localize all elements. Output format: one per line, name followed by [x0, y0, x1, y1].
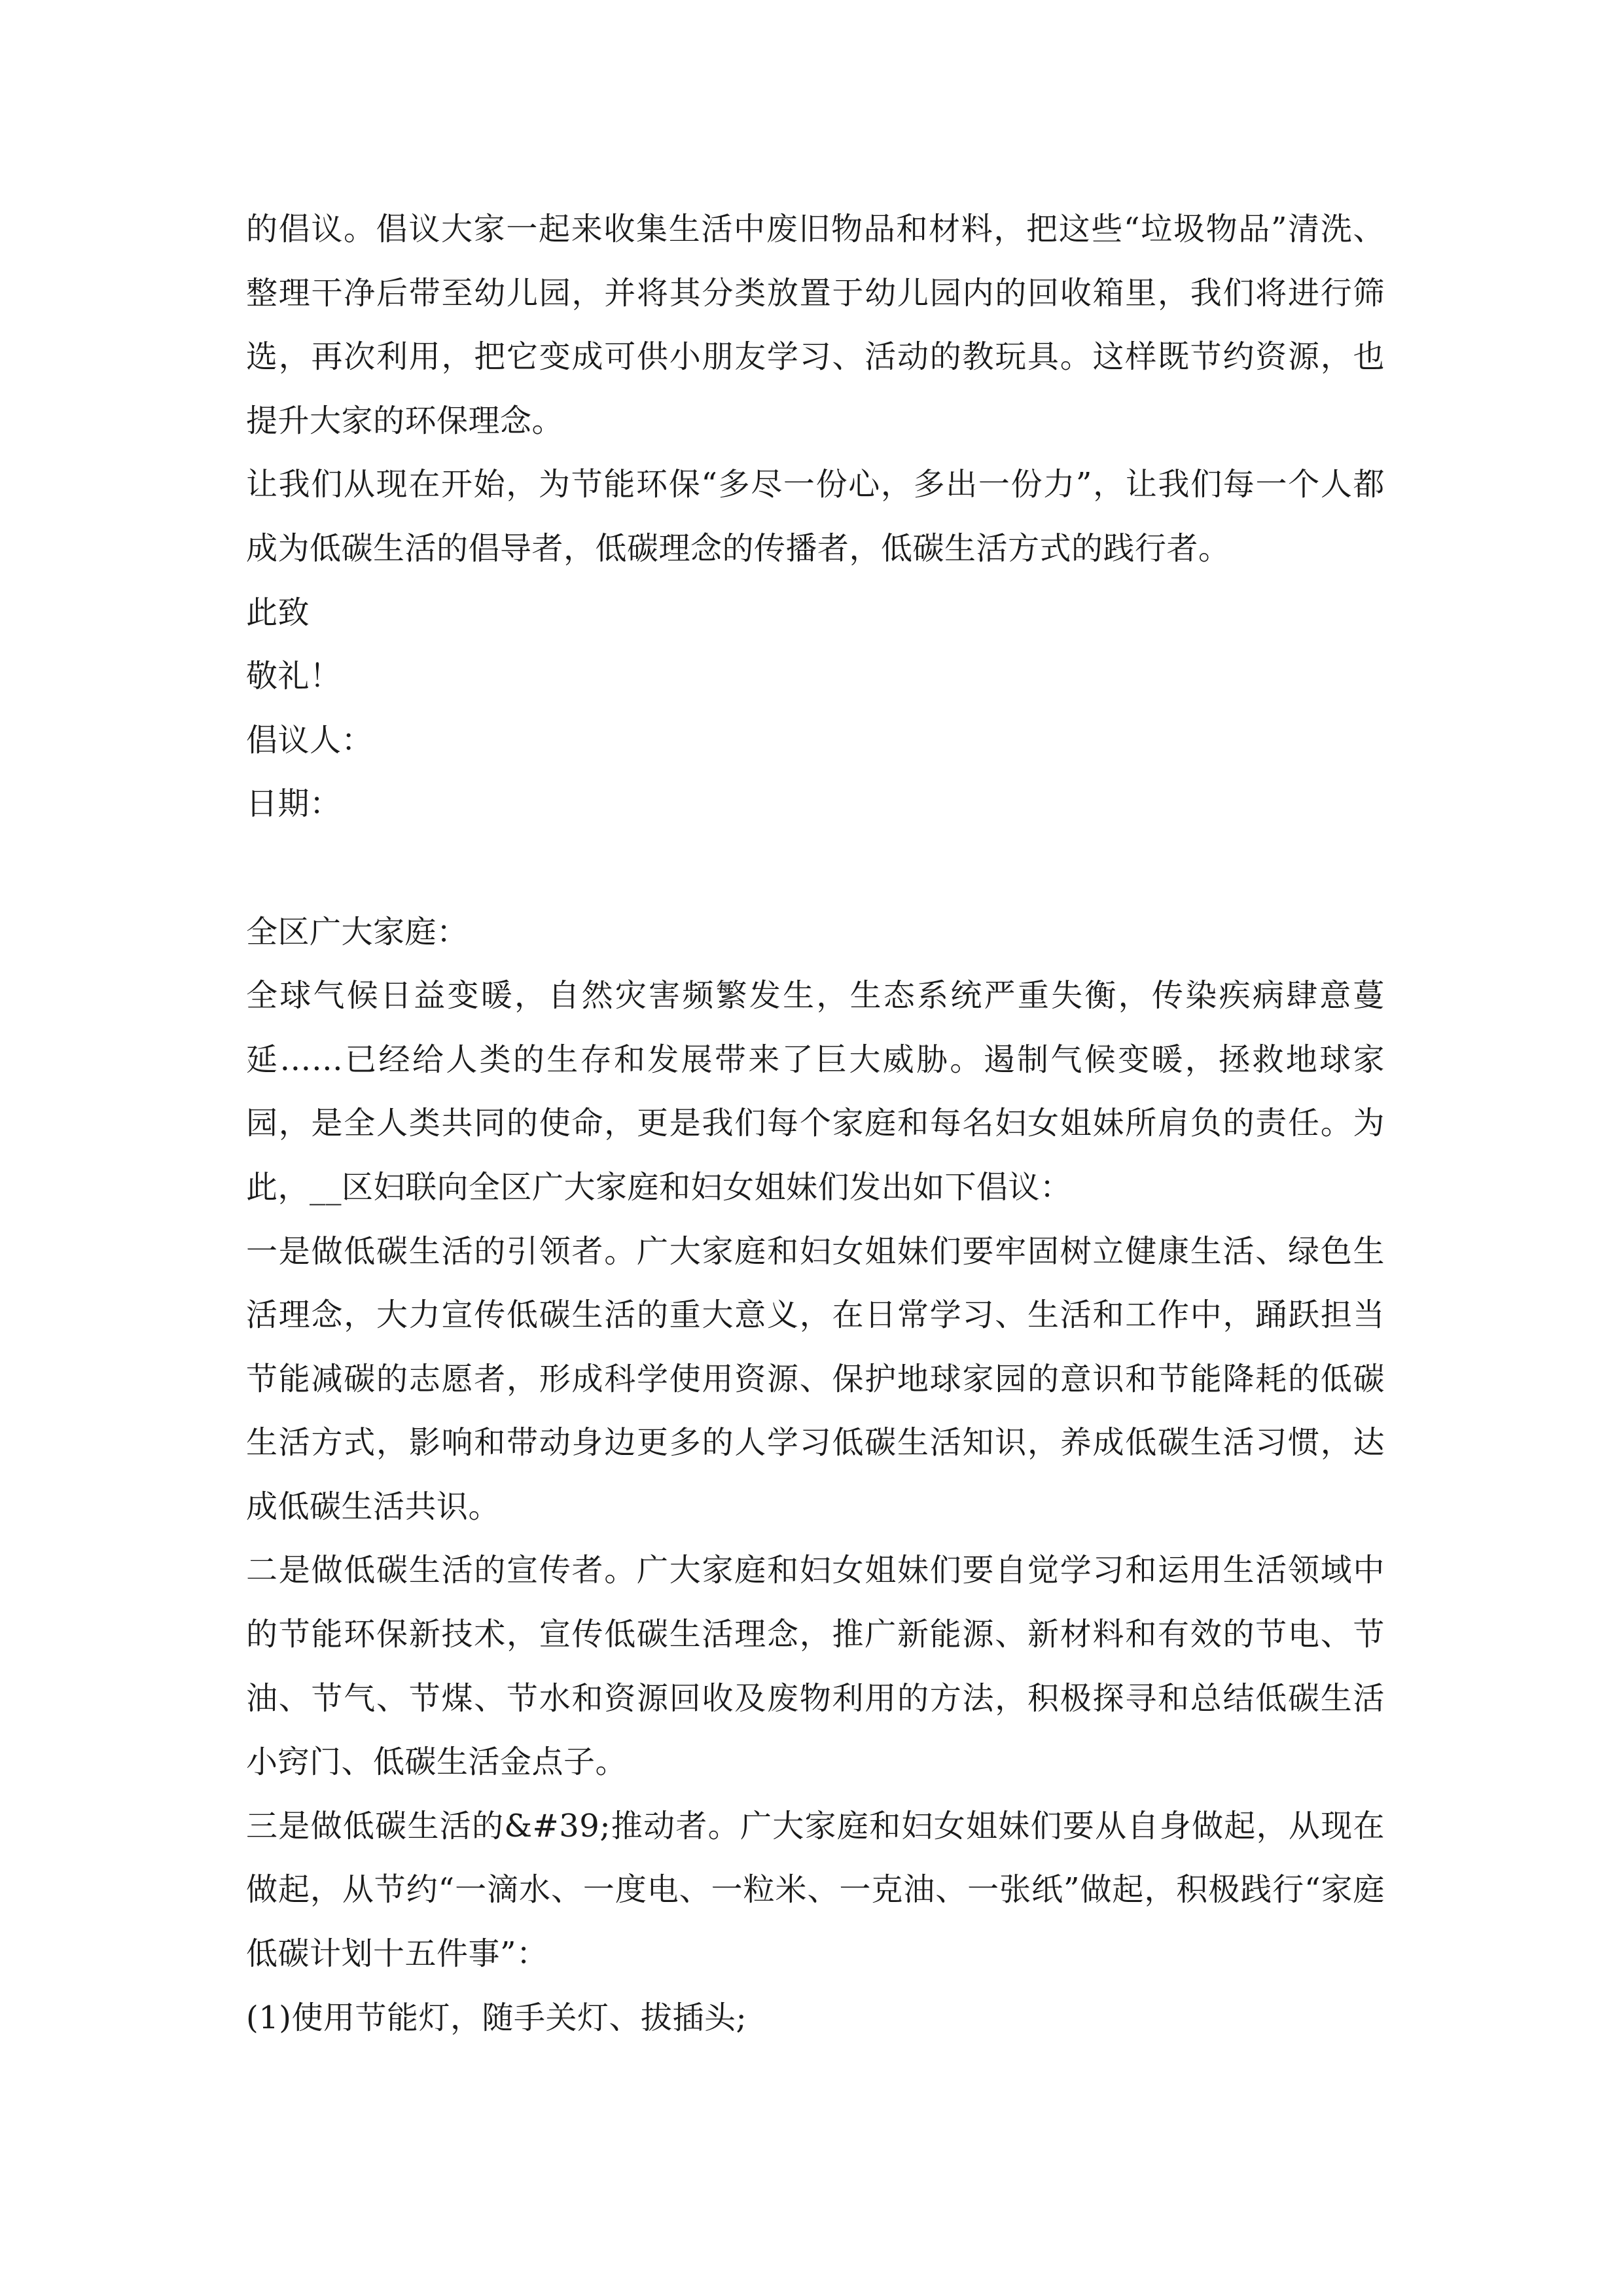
closing-regards: 敬礼！	[246, 658, 342, 695]
paragraph-point-three: 三是做低碳生活的&#39;推动者。广大家庭和妇女姐妹们要从自身做起，从现在做起，从节约“一滴水、一度电、一粒米、一克油、一张纸”做起，积极践行“家庭低碳计划十五件事”：	[246, 1807, 1385, 1973]
paragraph-proposal-continuation: 的倡议。倡议大家一起来收集生活中废旧物品和材料，把这些“垃圾物品”清洗、整理干净后带至幼儿园，并将其分类放置于幼儿园内的回收箱里，我们将进行筛选，再次利用，把它变成可供小朋友学习、活动的教玩具。这样既节约资源，也提升大家的环保理念。	[246, 211, 1385, 439]
document-body	[246, 198, 1385, 2050]
addressee-heading: 全区广大家庭：	[246, 913, 469, 950]
paragraph-call-to-action: 让我们从现在开始，为节能环保“多尽一份心，多出一份力”，让我们每一个人都成为低碳生活的倡导者，低碳理念的传播者，低碳生活方式的践行者。	[246, 466, 1385, 567]
closing-salutation: 此致	[246, 594, 310, 631]
proposer-label: 倡议人：	[246, 721, 374, 759]
paragraph-point-two: 二是做低碳生活的宣传者。广大家庭和妇女姐妹们要自觉学习和运用生活领域中的节能环保新技术，宣传低碳生活理念，推广新能源、新材料和有效的节电、节油、节气、节煤、节水和资源回收及废物利用的方法，积极探寻和总结低碳生活小窍门、低碳生活金点子。	[246, 1552, 1385, 1781]
paragraph-climate-intro: 全球气候日益变暖，自然灾害频繁发生，生态系统严重失衡，传染疾病肆意蔓延……已经给人类的生存和发展带来了巨大威胁。遏制气候变暖，拯救地球家园，是全人类共同的使命，更是我们每个家庭和每名妇女姐妹所肩负的责任。为此，__区妇联向全区广大家庭和妇女姐妹们发出如下倡议：	[246, 977, 1385, 1206]
list-item-one: (1)使用节能灯，随手关灯、拔插头;	[246, 1999, 747, 2036]
section-spacer	[246, 836, 1385, 901]
paragraph-point-one: 一是做低碳生活的引领者。广大家庭和妇女姐妹们要牢固树立健康生活、绿色生活理念，大力宣传低碳生活的重大意义，在日常学习、生活和工作中，踊跃担当节能减碳的志愿者，形成科学使用资源、保护地球家园的意识和节能降耗的低碳生活方式，影响和带动身边更多的人学习低碳生活知识，养成低碳生活习惯，达成低碳生活共识。	[246, 1232, 1385, 1525]
date-label: 日期：	[246, 785, 342, 823]
